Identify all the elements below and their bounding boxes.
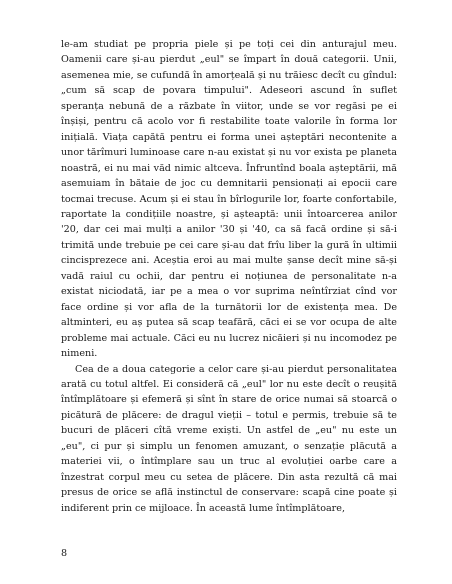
page-number: 8 xyxy=(61,548,68,559)
body-text xyxy=(61,37,397,516)
paragraph-1: le-am studiat pe propria piele și pe toți cei din anturajul meu. Oamenii care și-au pierdut „eul" se împart în două categorii. Unii, asemenea mie, se cufundă în amorțeală și nu trăiesc decît cu gîndul: „cum să scap de povara timpului". Adeseori ascund în suflet speranța nebună de a răzbate în viitor, unde se vor regăsi pe ei înșiși, pentru că acolo vor fi restabilite toate valorile în forma lor inițială. Viața capătă pentru ei forma unei așteptări necontenite a unor tărîmuri luminoase care n-au existat și nu vor exista pe planeta noastră, ei nu mai văd nimic altceva. Înfruntînd boala așteptării, mă asemuiam în bătaie de joc cu demnitarii pensionați ai epocii care tocmai trecuse. Acum și ei stau în bîrlogurile lor, foarte confortabile, raportate la condițiile noastre, și așteaptă: unii întoarcerea anilor '20, dar cei mai mulți a anilor '30 și '40, ca să facă ordine și să-i trimită unde trebuie pe cei care și-au dat frîu liber la gură în ultimii cincisprezece ani. Aceștia eroi au mai multe șanse decît mine să-și vadă raiul cu ochii, dar pentru ei noțiunea de personalitate n-a existat niciodată, iar pe a mea o vor suprima neîntîrziat cînd vor face ordine și vor afla de la turnătorii lor de existența mea. De altminteri, eu aș putea să scap teafără, căci ei se vor ocupa de alte probleme mai actuale. Căci eu nu lucrez nicăieri și nu incomodez pe nimeni. xyxy=(61,39,397,360)
paragraph-2: Cea de a doua categorie a celor care și-au pierdut personalitatea arată cu totul altfel. Ei consideră că „eul" lor nu este decît o reușită întîmplătoare și efemeră și sînt în stare de orice numai să stoarcă o picătură de plăcere: de dragul vieții – totul e permis, trebuie să te bucuri de plăceri cîtă vreme exiști. Un astfel de „eu" nu este un „eu", ci pur și simplu un fenomen amuzant, o senzație plăcută a materiei vii, o întîmplare sau un truc al evoluției oarbe care a înzestrat corpul meu cu setea de plăcere. Din asta rezultă că mai presus de orice se află instinctul de conservare: scapă cine poate și indiferent prin ce mijloace. În această lume întîmplătoare, xyxy=(61,363,397,514)
